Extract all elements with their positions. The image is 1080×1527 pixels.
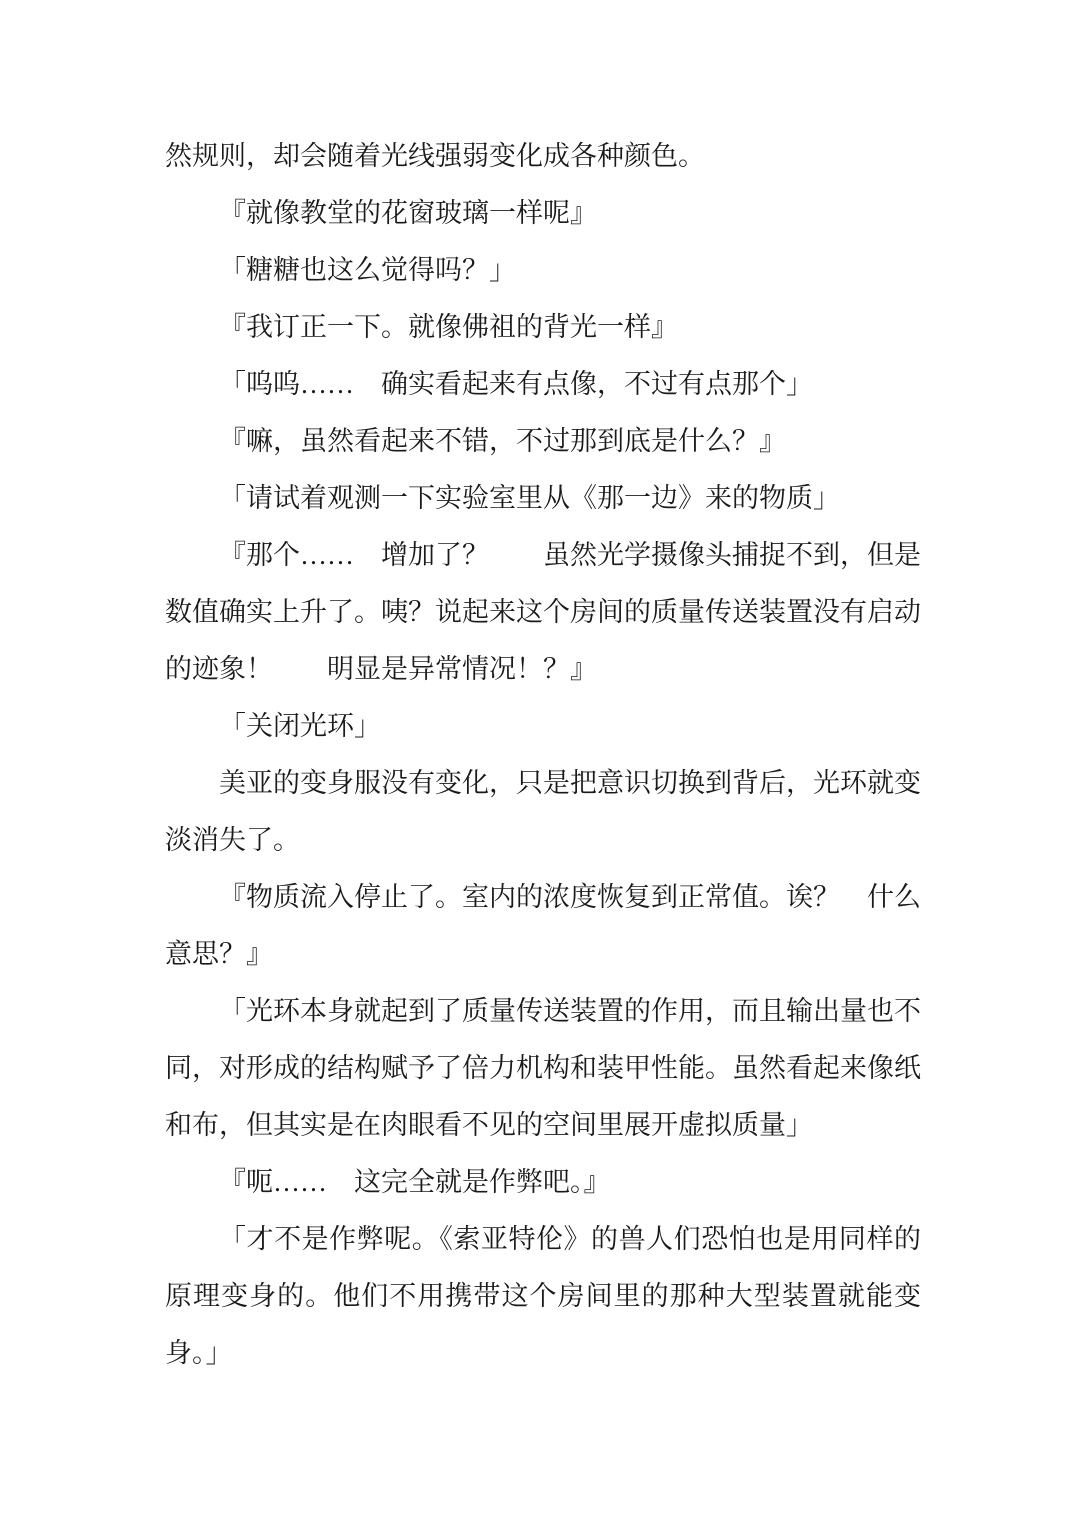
paragraph: 『我订正一下。就像佛祖的背光一样』 bbox=[219, 312, 678, 342]
paragraph: 『物质流入停止了。室内的浓度恢复到正常值。诶？ 什么意思？』 bbox=[165, 882, 921, 969]
paragraph: 美亚的变身服没有变化，只是把意识切换到背后，光环就变淡消失了。 bbox=[165, 768, 921, 855]
paragraph: 「呜呜…… 确实看起来有点像，不过有点那个」 bbox=[219, 369, 813, 399]
paragraph: 『嘛，虽然看起来不错，不过那到底是什么？』 bbox=[219, 426, 786, 456]
paragraph: 「才不是作弊呢。《索亚特伦》的兽人们恐怕也是用同样的原理变身的。他们不用携带这个房间里的那种大型装置就能变身。」 bbox=[165, 1224, 921, 1368]
paragraph: 然规则，却会随着光线强弱变化成各种颜色。 bbox=[165, 141, 705, 171]
paragraph: 『那个…… 增加了？ 虽然光学摄像头捕捉不到，但是数值确实上升了。咦？说起来这个房间的质量传送装置没有启动的迹象！ 明显是异常情况！？』 bbox=[165, 540, 921, 684]
paragraph: 「糖糖也这么觉得吗？」 bbox=[219, 255, 516, 285]
paragraph: 『呃…… 这完全就是作弊吧。』 bbox=[219, 1167, 611, 1197]
paragraph: 「关闭光环」 bbox=[219, 711, 381, 741]
paragraph: 「光环本身就起到了质量传送装置的作用，而且输出量也不同，对形成的结构赋予了倍力机构和装甲性能。虽然看起来像纸和布，但其实是在肉眼看不见的空间里展开虚拟质量」 bbox=[165, 996, 921, 1140]
paragraph: 「请试着观测一下实验室里从《那一边》来的物质」 bbox=[219, 483, 840, 513]
paragraph: 『就像教堂的花窗玻璃一样呢』 bbox=[219, 198, 597, 228]
